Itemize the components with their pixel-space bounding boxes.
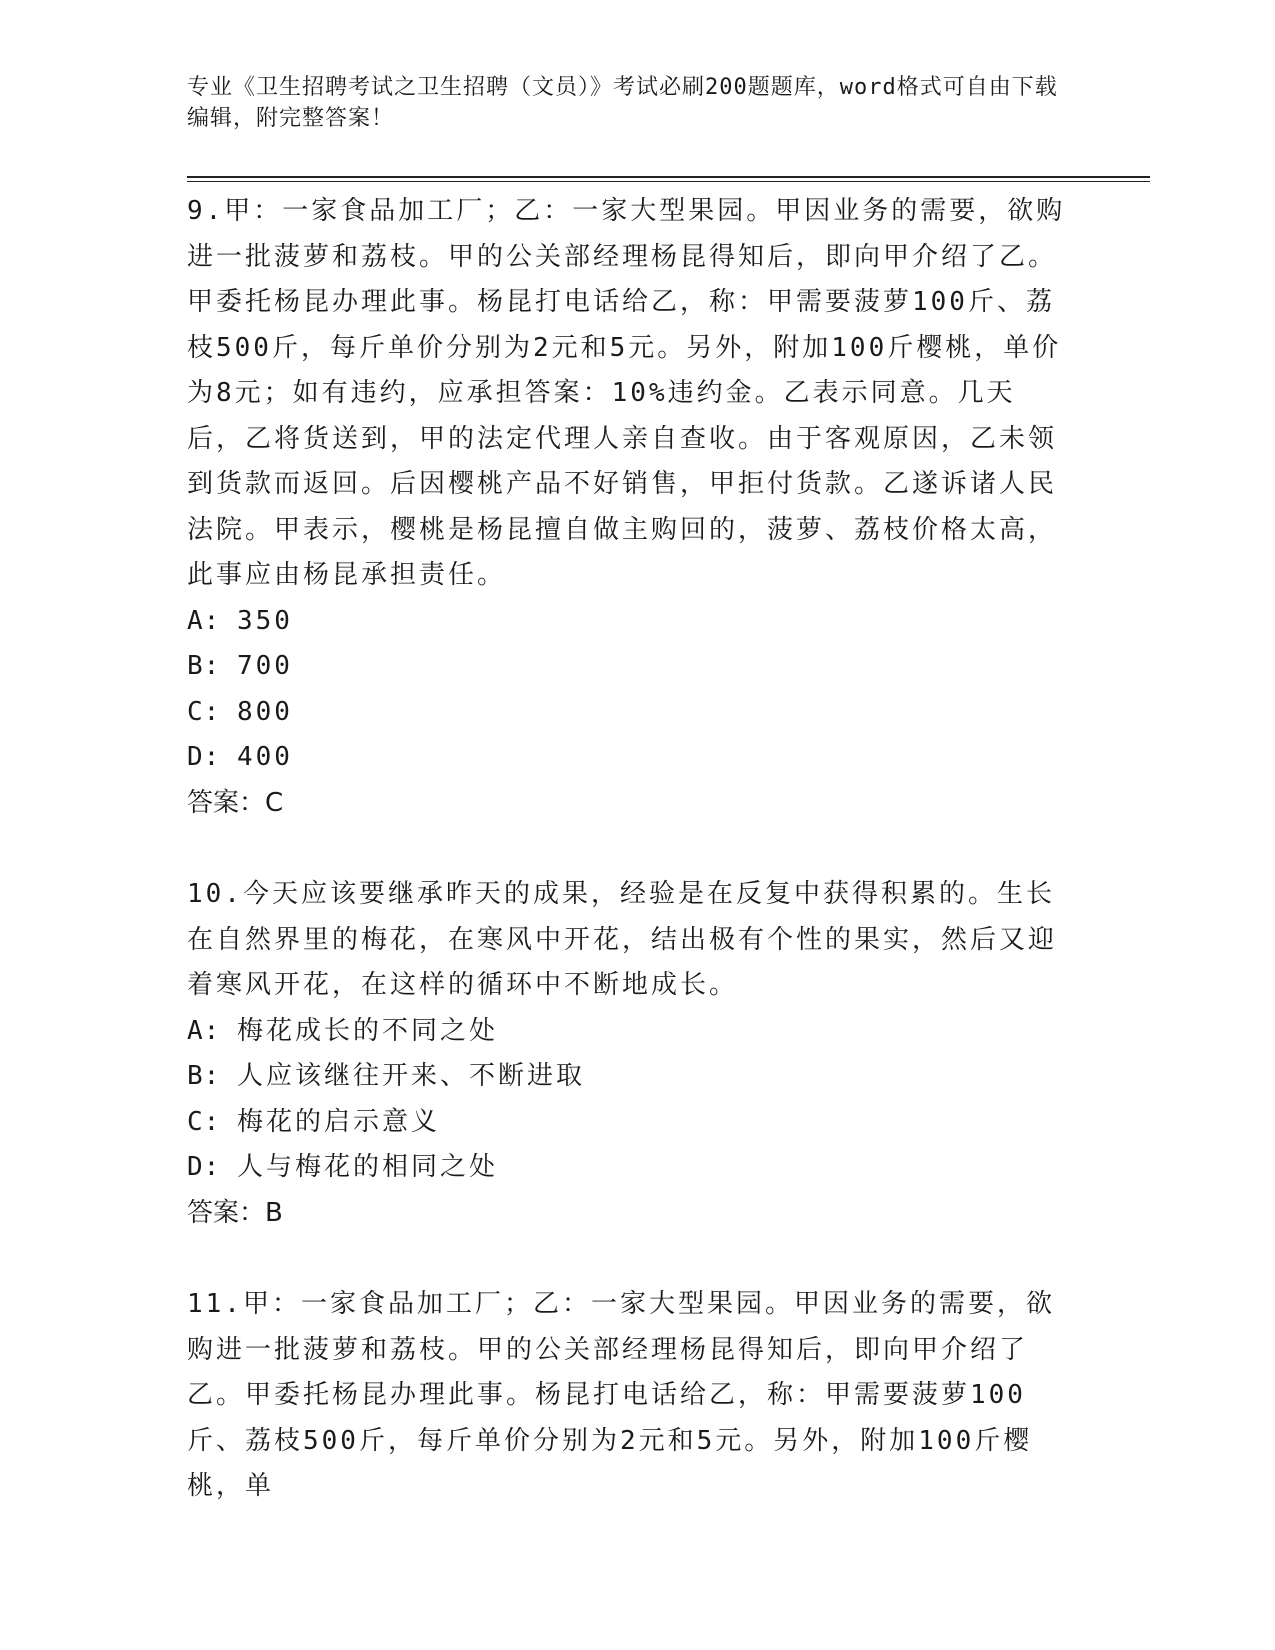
option-letter: D: <box>187 1152 221 1182</box>
option-c <box>187 1100 1067 1146</box>
question-list <box>187 189 1067 1510</box>
document-header: 专业《卫生招聘考试之卫生招聘（文员）》考试必刷200题题库，word格式可自由下载编辑，附完整答案！ <box>187 75 1058 131</box>
option-text: 人与梅花的相同之处 <box>236 1152 498 1182</box>
option-letter: D: <box>187 742 221 772</box>
option-text: 400 <box>236 742 293 772</box>
option-text: 梅花的启示意义 <box>236 1106 440 1137</box>
question-11 <box>187 1282 1067 1510</box>
option-text: 人应该继往开来、不断进取 <box>236 1061 585 1091</box>
option-b <box>187 644 1067 690</box>
header-divider-thick <box>187 176 1150 178</box>
option-text: 梅花成长的不同之处 <box>236 1015 498 1046</box>
header-divider-thin <box>187 181 1150 182</box>
option-letter: B: <box>187 651 221 681</box>
option-letter: A: <box>187 1015 221 1046</box>
option-a <box>187 1009 1067 1055</box>
option-b <box>187 1054 1067 1100</box>
option-text: 800 <box>236 696 293 727</box>
question-stem: 11.甲：一家食品加工厂；乙：一家大型果园。甲因业务的需要，欲购进一批菠萝和荔枝。甲的公关部经理杨昆得知后，即向甲介绍了乙。甲委托杨昆办理此事。杨昆打电话给乙，称：甲需要菠萝100斤、荔枝500斤，每斤单价分别为2元和5元。另外，附加100斤樱桃，单 <box>187 1289 1055 1501</box>
option-letter: B: <box>187 1061 221 1091</box>
option-d <box>187 1145 1067 1191</box>
option-a <box>187 599 1067 645</box>
option-letter: A: <box>187 605 221 636</box>
option-text: 700 <box>236 651 293 681</box>
question-stem: 10.今天应该要继承昨天的成果，经验是在反复中获得积累的。生长在自然界里的梅花，在寒风中开花，结出极有个性的果实，然后又迎着寒风开花，在这样的循环中不断地成长。 <box>187 879 1058 1000</box>
answer-line: 答案：B <box>187 1197 283 1228</box>
question-9 <box>187 189 1067 826</box>
answer-line: 答案：C <box>187 787 284 818</box>
option-c <box>187 690 1067 736</box>
option-text: 350 <box>236 605 293 636</box>
option-d <box>187 735 1067 781</box>
question-10 <box>187 872 1067 1236</box>
option-letter: C: <box>187 696 221 727</box>
question-stem: 9.甲：一家食品加工厂；乙：一家大型果园。甲因业务的需要，欲购进一批菠萝和荔枝。甲的公关部经理杨昆得知后，即向甲介绍了乙。甲委托杨昆办理此事。杨昆打电话给乙，称：甲需要菠萝100斤、荔枝500斤，每斤单价分别为2元和5元。另外，附加100斤樱桃，单价为8元；如有违约，应承担答案：10%违约金。乙表示同意。几天后，乙将货送到，甲的法定代理人亲自查收。由于客观原因，乙未领到货款而返回。后因樱桃产品不好销售，甲拒付货款。乙遂诉诸人民法院。甲表示，樱桃是杨昆擅自做主购回的，菠萝、荔枝价格太高，此事应由杨昆承担责任。 <box>187 196 1066 590</box>
option-letter: C: <box>187 1106 221 1137</box>
